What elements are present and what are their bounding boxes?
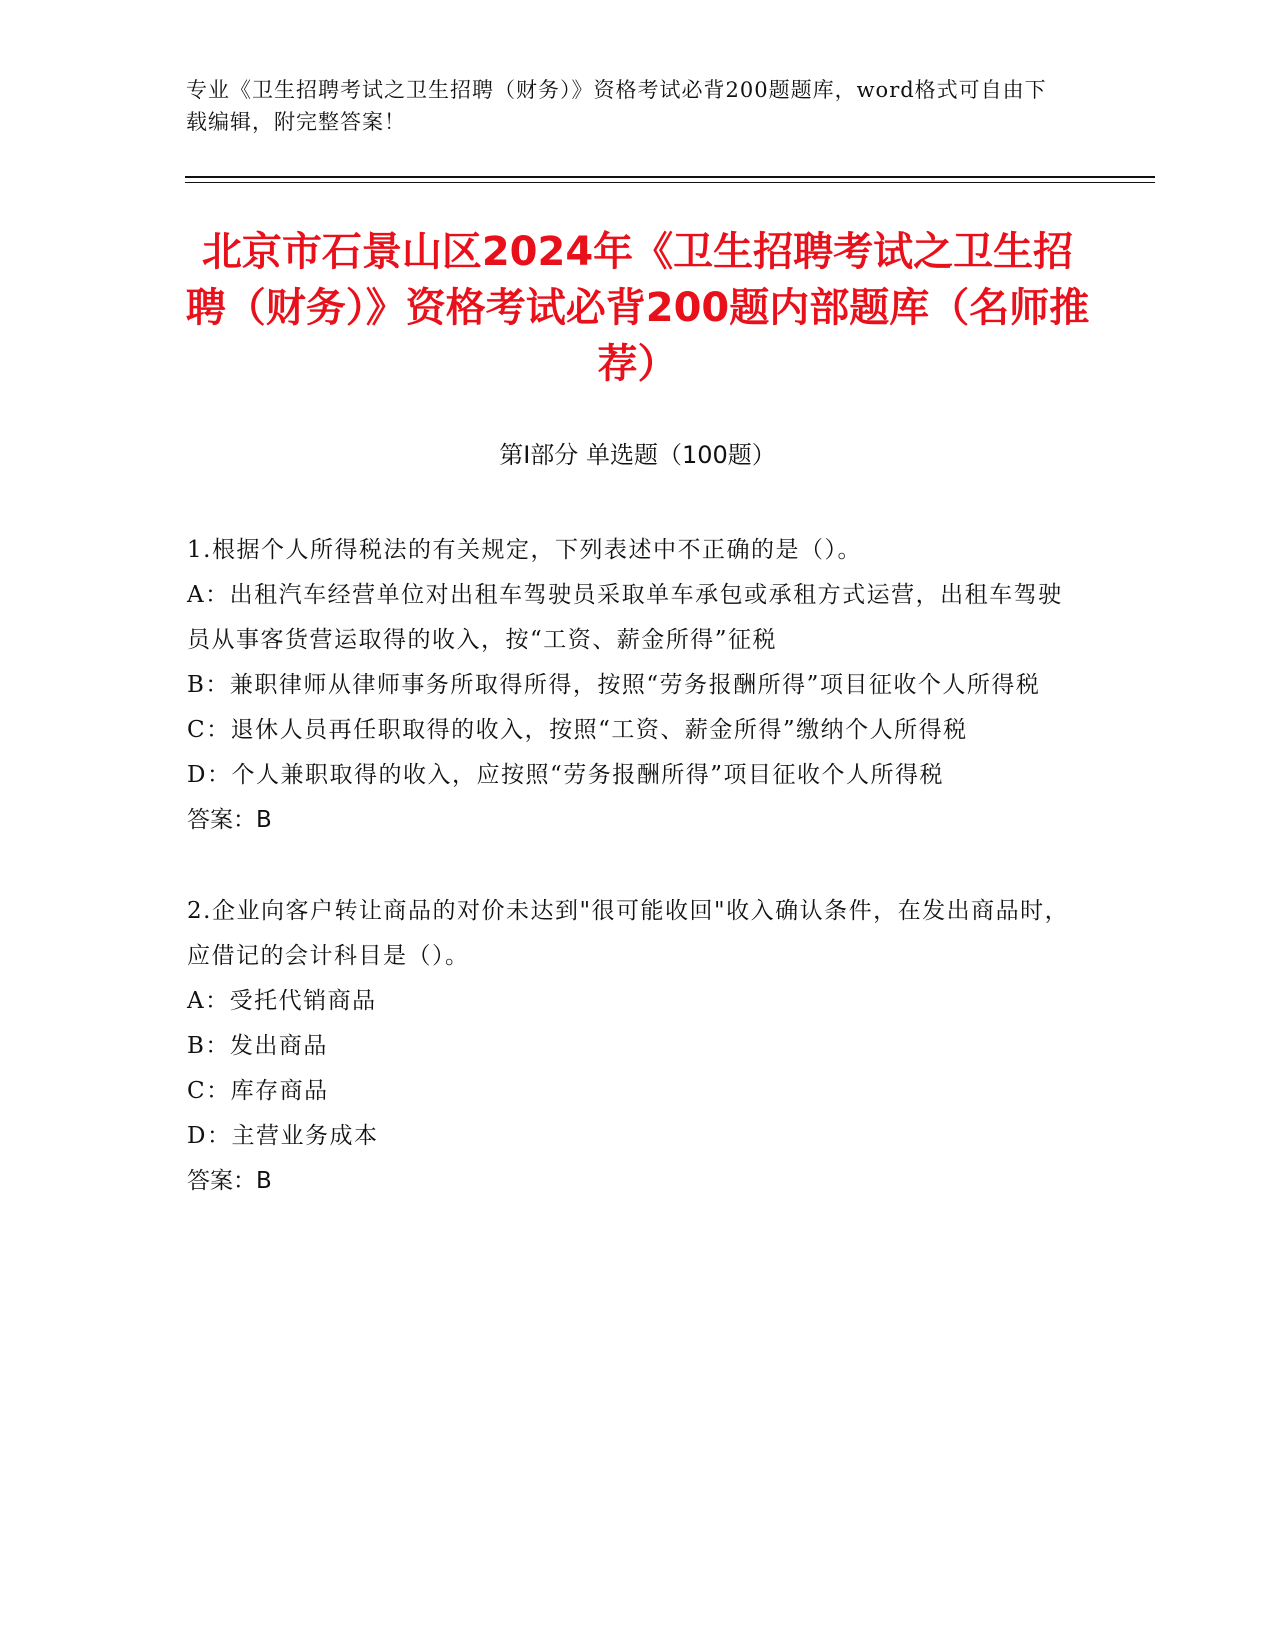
option-a: A：出租汽车经营单位对出租车驾驶员采取单车承包或承租方式运营，出租车驾驶员从事客货营运取得的收入，按“工资、薪金所得”征税 <box>187 582 1063 653</box>
header-note: 专业《卫生招聘考试之卫生招聘（财务）》资格考试必背200题题库，word格式可自由下载编辑，附完整答案！ <box>186 78 1047 134</box>
question-list <box>187 528 1082 1250</box>
option-b: B：兼职律师从律师事务所取得所得，按照“劳务报酬所得”项目征收个人所得税 <box>187 672 1041 698</box>
option-d: D：个人兼职取得的收入，应按照“劳务报酬所得”项目征收个人所得税 <box>187 762 944 788</box>
question-1 <box>187 528 1082 843</box>
document-title: 北京市石景山区2024年《卫生招聘考试之卫生招聘（财务）》资格考试必背200题内部题库（名师推荐） <box>185 229 1090 387</box>
section-heading: 第Ⅰ部分 单选题（100题） <box>499 441 776 469</box>
header-divider-thick <box>185 176 1155 178</box>
option-a: A：受托代销商品 <box>187 988 377 1014</box>
option-d: D：主营业务成本 <box>187 1123 379 1149</box>
option-c: C：退休人员再任职取得的收入，按照“工资、薪金所得”缴纳个人所得税 <box>187 717 968 743</box>
question-stem: 2.企业向客户转让商品的对价未达到"很可能收回"收入确认条件，在发出商品时，应借记的会计科目是（）。 <box>187 898 1070 969</box>
answer: 答案：B <box>187 1168 272 1194</box>
option-c: C：库存商品 <box>187 1078 329 1104</box>
option-b: B：发出商品 <box>187 1033 328 1059</box>
question-stem: 1.根据个人所得税法的有关规定，下列表述中不正确的是（）。 <box>187 537 862 563</box>
header-divider-thin <box>185 182 1155 183</box>
answer: 答案：B <box>187 807 272 833</box>
question-2 <box>187 889 1082 1204</box>
